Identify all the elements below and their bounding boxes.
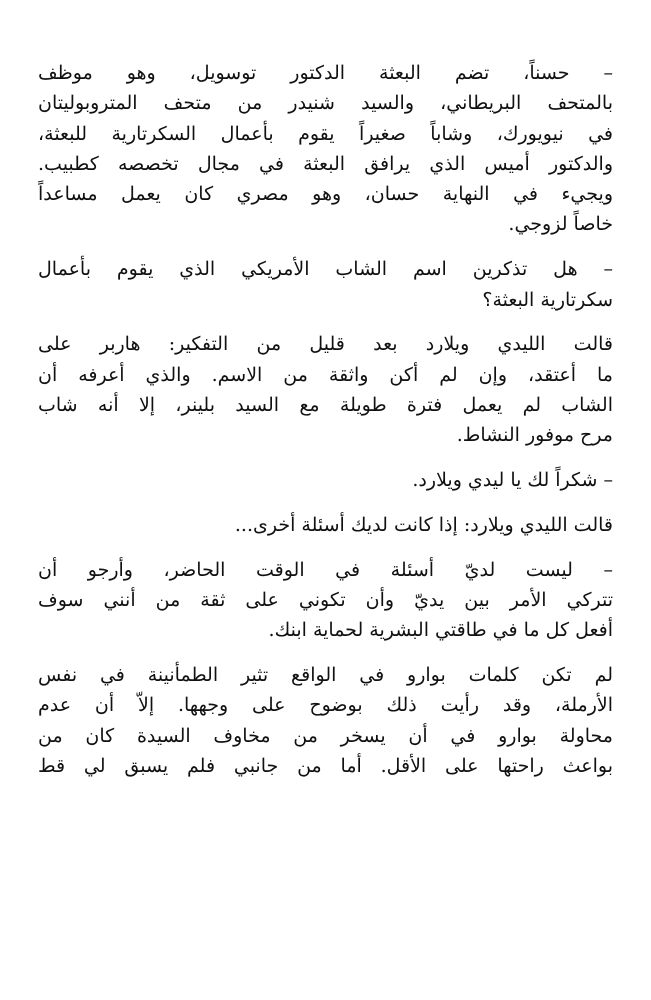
paragraph-7: [38, 660, 613, 781]
text-line: ويجيء في النهاية حسان، وهو مصري كان يعمل مساعداً: [38, 183, 613, 206]
text-line: والدكتور أميس الذي يرافق البعثة في مجال تخصصه كطبيب.: [38, 152, 613, 175]
text-line: في نيويورك، وشاباً صغيراً يقوم بأعمال السكرتارية للبعثة،: [38, 122, 613, 145]
text-line: – ليست لديّ أسئلة في الوقت الحاضر، وأرجو أن: [38, 558, 613, 581]
text-line: أفعل كل ما في طاقتي البشرية لحماية ابنك.: [268, 619, 613, 642]
text-line: – هل تذكرين اسم الشاب الأمريكي الذي يقوم بأعمال: [38, 258, 613, 281]
paragraph-2: [38, 254, 613, 315]
text-line: بواعث راحتها على الأقل. أما من جانبي فلم يسبق لي قط: [38, 754, 613, 777]
text-line: ما أعتقد، وإن لم أكن واثقة من الاسم. والذي أعرفه أن: [38, 363, 613, 386]
text-line: محاولة بوارو في أن يسخر من مخاوف السيدة كان من: [38, 724, 613, 747]
paragraph-6: [38, 555, 613, 646]
paragraph-1: [38, 58, 613, 240]
text-line: لم تكن كلمات بوارو في الواقع تثير الطمأنينة في نفس: [38, 664, 613, 687]
text-line: سكرتارية البعثة؟: [482, 288, 613, 311]
text-line: تتركي الأمر بين يديّ وأن تكوني على ثقة من أنني سوف: [38, 588, 613, 611]
text-line: الأرملة، وقد رأيت ذلك بوضوح على وجهها. إلاّ أن عدم: [38, 694, 613, 717]
text-line: قالت الليدي ويلارد بعد قليل من التفكير: هاربر على: [38, 333, 613, 356]
text-line: – حسناً، تضم البعثة الدكتور توسويل، وهو موظف: [38, 62, 613, 84]
text-line: بالمتحف البريطاني، والسيد شنيدر من متحف المتروبوليتان: [38, 92, 613, 115]
paragraph-3: [38, 329, 613, 450]
paragraph-5: [38, 510, 613, 540]
paragraph-4: [38, 465, 613, 495]
text-line: – شكراً لك يا ليدي ويلارد.: [412, 469, 613, 492]
text-line: مرح موفور النشاط.: [456, 424, 613, 447]
text-line: الشاب لم يعمل فترة طويلة مع السيد بلينر، إلا أنه شاب: [38, 393, 613, 416]
text-line: خاصاً لزوجي.: [508, 213, 613, 236]
text-line: قالت الليدي ويلارد: إذا كانت لديك أسئلة أخرى...: [234, 513, 613, 536]
